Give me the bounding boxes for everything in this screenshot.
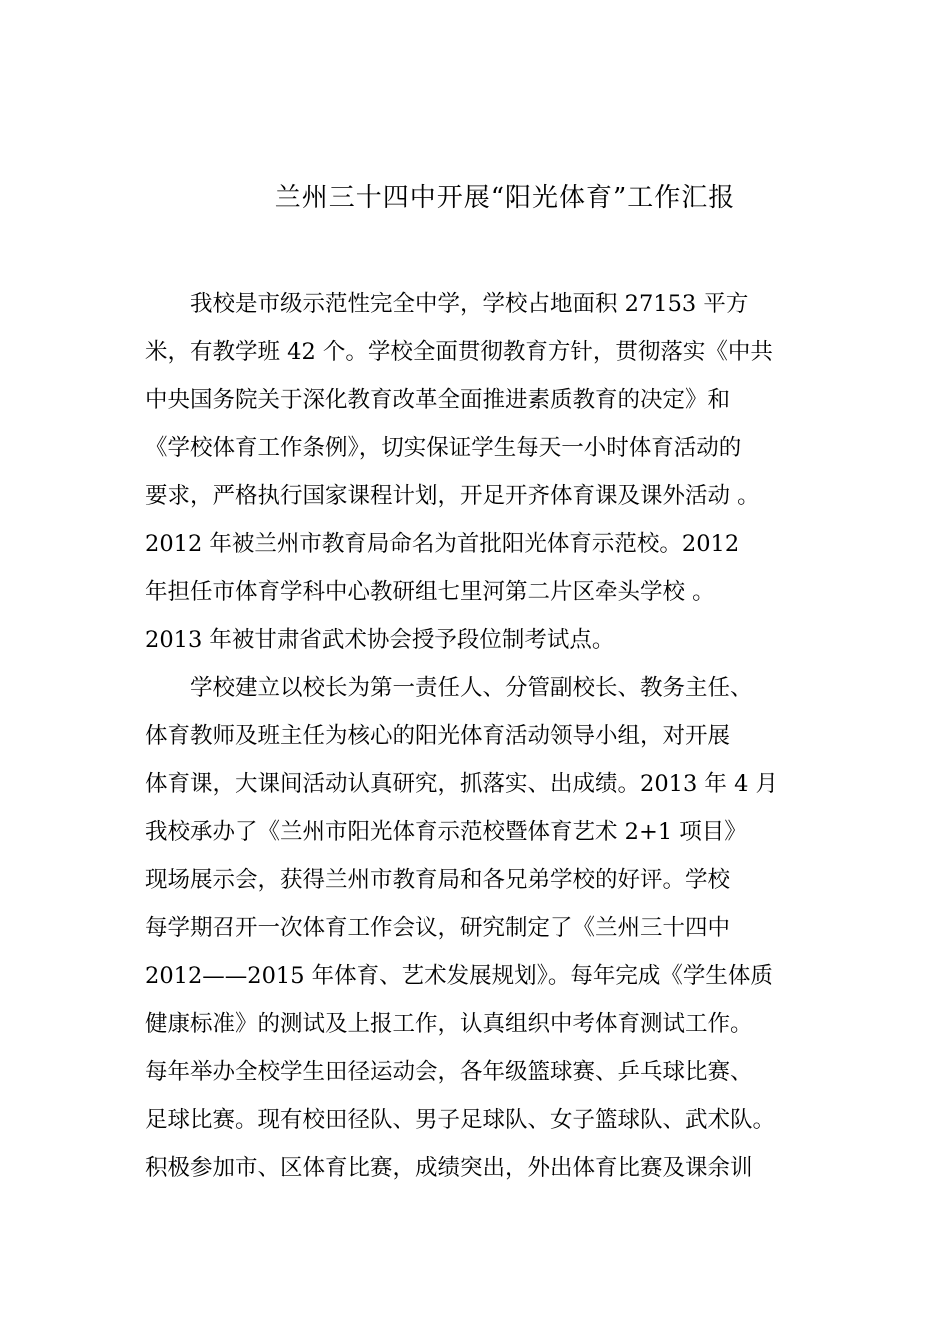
text-line: 年担任市体育学科中心教研组七里河第二片区牵头学校 。: [145, 579, 715, 605]
text-line: 2013 年被甘肃省武术协会授予段位制考试点。: [145, 627, 615, 653]
document-title: 兰州三十四中开展“阳光体育”工作汇报: [274, 183, 736, 213]
text-line: 我校是市级示范性完全中学，学校占地面积 27153 平方: [190, 291, 749, 317]
paragraph-leadership-activities: [145, 664, 825, 1192]
text-line: 《学校体育工作条例》，切实保证学生每天一小时体育活动的: [145, 435, 742, 461]
text-line: 体育课，大课间活动认真研究，抓落实、出成绩。2013 年 4 月: [145, 771, 779, 797]
paragraph-school-overview: [145, 280, 825, 664]
text-line: 米，有教学班 42 个。学校全面贯彻教育方针，贯彻落实《中共: [145, 339, 773, 365]
text-line: 2012——2015 年体育、艺术发展规划》。每年完成《学生体质: [145, 963, 773, 989]
text-line: 我校承办了《兰州市阳光体育示范校暨体育艺术 2+1 项目》: [145, 819, 747, 845]
text-line: 体育教师及班主任为核心的阳光体育活动领导小组，对开展: [145, 723, 731, 749]
text-line: 足球比赛。现有校田径队、男子足球队、女子篮球队、武术队。: [145, 1107, 776, 1133]
text-line: 积极参加市、区体育比赛，成绩突出，外出体育比赛及课余训: [145, 1155, 753, 1181]
text-line: 现场展示会，获得兰州市教育局和各兄弟学校的好评。学校: [145, 867, 731, 893]
text-line: 每学期召开一次体育工作会议，研究制定了《兰州三十四中: [145, 915, 731, 941]
text-line: 学校建立以校长为第一责任人、分管副校长、教务主任、: [190, 675, 753, 701]
text-line: 2012 年被兰州市教育局命名为首批阳光体育示范校。2012: [145, 531, 740, 557]
text-line: 每年举办全校学生田径运动会，各年级篮球赛、乒乓球比赛、: [145, 1059, 753, 1085]
text-line: 要求，严格执行国家课程计划，开足开齐体育课及课外活动 。: [145, 483, 760, 509]
text-line: 健康标准》的测试及上报工作，认真组织中考体育测试工作。: [145, 1011, 753, 1037]
document-body: [145, 280, 825, 1192]
text-line: 中央国务院关于深化教育改革全面推进素质教育的决定》和: [145, 387, 731, 413]
